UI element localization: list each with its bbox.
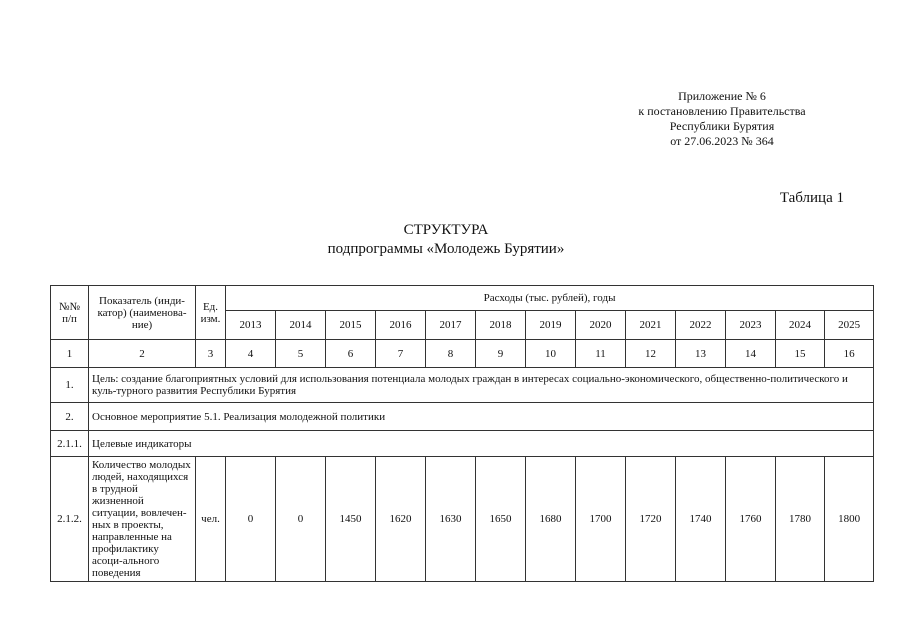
year-cell: 2017 bbox=[426, 311, 476, 340]
table-row bbox=[51, 403, 874, 431]
year-cell: 2022 bbox=[676, 311, 726, 340]
indicators-heading: Целевые индикаторы bbox=[89, 431, 874, 457]
appendix-line: от 27.06.2023 № 364 bbox=[670, 134, 774, 148]
column-number: 15 bbox=[776, 340, 825, 368]
value-cell: 1760 bbox=[726, 457, 776, 582]
value-cell: 1620 bbox=[376, 457, 426, 582]
title-sub: подпрограммы «Молодежь Бурятии» bbox=[327, 241, 565, 257]
column-number: 6 bbox=[326, 340, 376, 368]
year-cell: 2020 bbox=[576, 311, 626, 340]
year-cell: 2025 bbox=[825, 311, 874, 340]
goal-text: Цель: создание благоприятных условий для использования потенциала молодых граждан в интересах социально-экономического, общественно-политического и куль-турного развития Республики Бурятия bbox=[89, 368, 874, 403]
value-cell: 1740 bbox=[676, 457, 726, 582]
header-indicator: Показатель (инди-катор) (наименова-ние) bbox=[89, 286, 196, 340]
appendix-line: к постановлению Правительства bbox=[638, 104, 806, 118]
indicator-name: Количество молодых людей, находящихся в трудной жизненной ситуации, вовлечен-ных в проекты, направленные на профилактику асоци-ального поведения bbox=[89, 457, 196, 582]
row-number: 2.1.2. bbox=[51, 457, 89, 582]
column-number: 8 bbox=[426, 340, 476, 368]
row-number: 2.1.1. bbox=[51, 431, 89, 457]
header-unit: Ед. изм. bbox=[196, 286, 226, 340]
column-number: 3 bbox=[196, 340, 226, 368]
document-title bbox=[0, 221, 906, 259]
row-number: 2. bbox=[51, 403, 89, 431]
column-number: 10 bbox=[526, 340, 576, 368]
column-number: 16 bbox=[825, 340, 874, 368]
value-cell: 1780 bbox=[776, 457, 825, 582]
activity-text: Основное мероприятие 5.1. Реализация молодежной политики bbox=[89, 403, 874, 431]
column-number: 14 bbox=[726, 340, 776, 368]
table-row bbox=[51, 368, 874, 403]
value-cell: 1450 bbox=[326, 457, 376, 582]
appendix-header bbox=[600, 89, 844, 149]
column-number: 1 bbox=[51, 340, 89, 368]
value-cell: 1800 bbox=[825, 457, 874, 582]
column-number: 5 bbox=[276, 340, 326, 368]
title-main: СТРУКТУРА bbox=[403, 222, 489, 238]
year-cell: 2018 bbox=[476, 311, 526, 340]
header-expenses: Расходы (тыс. рублей), годы bbox=[226, 286, 874, 311]
year-cell: 2015 bbox=[326, 311, 376, 340]
year-cell: 2019 bbox=[526, 311, 576, 340]
value-cell: 1680 bbox=[526, 457, 576, 582]
year-cell: 2013 bbox=[226, 311, 276, 340]
appendix-line: Приложение № 6 bbox=[678, 89, 766, 103]
column-number: 2 bbox=[89, 340, 196, 368]
value-cell: 0 bbox=[276, 457, 326, 582]
year-cell: 2016 bbox=[376, 311, 426, 340]
appendix-line: Республики Бурятия bbox=[669, 119, 775, 133]
structure-table bbox=[50, 285, 874, 582]
column-number: 12 bbox=[626, 340, 676, 368]
table-label: Таблица 1 bbox=[779, 190, 844, 206]
year-cell: 2024 bbox=[776, 311, 825, 340]
row-number: 1. bbox=[51, 368, 89, 403]
column-number: 13 bbox=[676, 340, 726, 368]
table-row bbox=[51, 457, 874, 582]
year-cell: 2014 bbox=[276, 311, 326, 340]
column-number: 4 bbox=[226, 340, 276, 368]
value-cell: 1700 bbox=[576, 457, 626, 582]
header-num: №№ п/п bbox=[51, 286, 89, 340]
column-number: 11 bbox=[576, 340, 626, 368]
value-cell: 1650 bbox=[476, 457, 526, 582]
year-cell: 2021 bbox=[626, 311, 676, 340]
value-cell: 0 bbox=[226, 457, 276, 582]
value-cell: 1720 bbox=[626, 457, 676, 582]
unit-cell: чел. bbox=[196, 457, 226, 582]
year-cell: 2023 bbox=[726, 311, 776, 340]
value-cell: 1630 bbox=[426, 457, 476, 582]
column-number: 9 bbox=[476, 340, 526, 368]
table-row bbox=[51, 431, 874, 457]
column-number: 7 bbox=[376, 340, 426, 368]
